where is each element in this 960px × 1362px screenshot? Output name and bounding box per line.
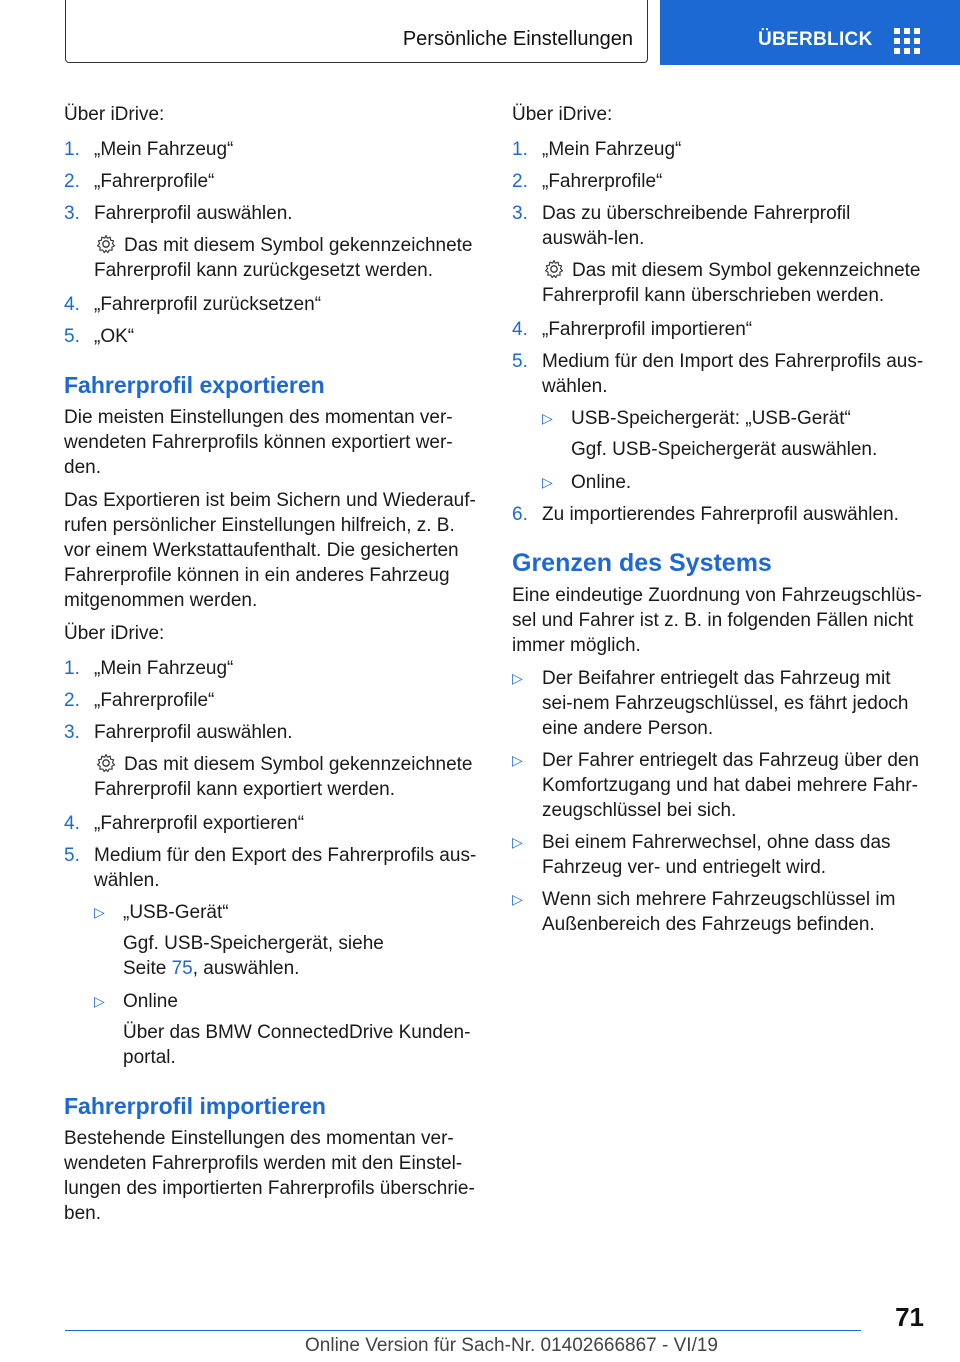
grid-icon: [894, 28, 920, 54]
step-text: „Fahrerprofile“: [542, 171, 663, 192]
list-item: [512, 137, 926, 162]
bullet-item: [512, 748, 926, 823]
step-number: 3.: [64, 203, 80, 224]
overview-tab[interactable]: [660, 0, 960, 65]
overview-label: ÜBERBLICK: [758, 29, 873, 50]
step-number: 2.: [512, 171, 528, 192]
steps-list: [512, 502, 926, 527]
note-text: Das mit diesem Symbol gekennzeichnete Fahrerprofil kann überschrieben werden.: [542, 260, 921, 306]
note-text: Das mit diesem Symbol gekennzeichnete Fahrerprofil kann exportiert werden.: [94, 754, 473, 800]
bullet-text: Wenn sich mehrere Fahrzeugschlüssel im Außenbereich des Fahrzeugs befinden.: [542, 889, 896, 935]
list-item: [64, 324, 478, 349]
bullet-item: [512, 887, 926, 937]
triangle-bullet-icon: ▷: [512, 752, 523, 768]
symbol-note: [512, 258, 926, 308]
footer-text: Online Version für Sach-Nr. 01402666867 - VI/19: [305, 1335, 718, 1356]
paragraph: Bestehende Einstellungen des momentan ver‐wendeten Fahrerprofils werden mit den Einstel‐lungen des importierten Fahrerprofils überschrie‐ben.: [64, 1128, 475, 1224]
step-text: Medium für den Import des Fahrerprofils aus‐wählen.: [542, 351, 924, 397]
step-text: „Fahrerprofile“: [94, 171, 215, 192]
list-item: [512, 169, 926, 194]
step-text: „OK“: [94, 326, 135, 347]
bullet-text: Bei einem Fahrerwechsel, ohne dass das Fahrzeug ver- und entriegelt wird.: [542, 832, 891, 878]
list-item: [64, 169, 478, 194]
step-text: „Mein Fahrzeug“: [94, 139, 234, 160]
paragraph: Die meisten Einstellungen des momentan ver‐wendeten Fahrerprofils können exportiert wer‐den.: [64, 407, 453, 478]
list-item: [64, 292, 478, 317]
list-item: [512, 317, 926, 342]
note-text: Das mit diesem Symbol gekennzeichnete Fahrerprofil kann zurückgesetzt werden.: [94, 235, 473, 281]
sub-item-usb: [512, 406, 926, 431]
steps-list: [64, 292, 478, 349]
step-text: „Mein Fahrzeug“: [542, 139, 682, 160]
sub-item-title: „USB-Gerät“: [123, 902, 229, 923]
sub-item-title: Online: [123, 991, 178, 1012]
step-text: Zu importierendes Fahrerprofil auswählen.: [542, 504, 899, 525]
list-item: [512, 349, 926, 399]
heading-export: Fahrerprofil exportieren: [64, 372, 325, 398]
paragraph: Das Exportieren ist beim Sichern und Wiederauf‐rufen persönlicher Einstellungen hilfreich, z. B. vor einem Werkstattaufenthalt. Die gesicherten Fahrerprofile können in ein anderes Fahrzeug mitgenommen werden.: [64, 490, 476, 611]
heading-import: Fahrerprofil importieren: [64, 1093, 326, 1119]
triangle-bullet-icon: ▷: [512, 834, 523, 850]
page-link[interactable]: 75: [171, 958, 193, 979]
symbol-note: [64, 233, 478, 283]
bullet-item: [512, 666, 926, 741]
step-text: Das zu überschreibende Fahrerprofil auswäh‐len.: [542, 203, 851, 249]
sub-item-text: Ggf. USB-Speichergerät auswählen.: [571, 439, 878, 460]
sub-item-text: [64, 931, 478, 981]
triangle-bullet-icon: ▷: [94, 993, 105, 1009]
bullet-text: Der Fahrer entriegelt das Fahrzeug über den Komfortzugang und hat dabei mehrere Fahr‐zeugschlüssel bei sich.: [542, 750, 920, 821]
list-item: [64, 137, 478, 162]
triangle-bullet-icon: ▷: [542, 410, 553, 426]
steps-list: [64, 137, 478, 226]
list-item: [64, 843, 478, 893]
step-number: 6.: [512, 504, 528, 525]
step-text: Medium für den Export des Fahrerprofils aus‐wählen.: [94, 845, 477, 891]
sub-item-title: Online.: [571, 472, 632, 493]
header-section-box: [65, 0, 648, 63]
triangle-bullet-icon: ▷: [94, 904, 105, 920]
symbol-note: [64, 752, 478, 802]
list-item: [64, 720, 478, 745]
sub-item-text: Über das BMW ConnectedDrive Kunden‐portal.: [123, 1022, 471, 1068]
step-number: 5.: [512, 351, 528, 372]
step-number: 5.: [64, 326, 80, 347]
triangle-bullet-icon: ▷: [542, 474, 553, 490]
gear-icon: [96, 234, 116, 254]
bullet-text: Der Beifahrer entriegelt das Fahrzeug mit sei‐nem Fahrzeugschlüssel, es fährt jedoch eine andere Person.: [542, 668, 909, 739]
list-item: [512, 201, 926, 251]
step-number: 4.: [64, 294, 80, 315]
step-number: 3.: [512, 203, 528, 224]
step-number: 1.: [512, 139, 528, 160]
left-column: [64, 102, 478, 1234]
intro-text: Über iDrive:: [512, 104, 613, 125]
step-text: „Fahrerprofile“: [94, 690, 215, 711]
section-title: Persönliche Einstellungen: [402, 28, 633, 50]
triangle-bullet-icon: ▷: [512, 670, 523, 686]
steps-list: [512, 137, 926, 251]
heading-limits: Grenzen des Systems: [512, 549, 772, 577]
step-number: 2.: [64, 690, 80, 711]
triangle-bullet-icon: ▷: [512, 891, 523, 907]
sub-text-a: Ggf. USB-Speichergerät, siehe: [123, 933, 384, 954]
step-number: 1.: [64, 658, 80, 679]
page-number: 71: [895, 1302, 924, 1332]
footer-divider: [65, 1330, 861, 1331]
step-text: Fahrerprofil auswählen.: [94, 203, 293, 224]
bullet-item: [512, 830, 926, 880]
steps-list: [64, 811, 478, 893]
sub-item-online: [512, 470, 926, 495]
step-text: „Fahrerprofil importieren“: [542, 319, 753, 340]
gear-icon: [544, 259, 564, 279]
step-number: 4.: [512, 319, 528, 340]
sub-text-b: Seite: [123, 958, 167, 979]
steps-list: [512, 317, 926, 399]
list-item: [64, 688, 478, 713]
steps-list: [64, 656, 478, 745]
step-text: „Fahrerprofil zurücksetzen“: [94, 294, 322, 315]
step-number: 5.: [64, 845, 80, 866]
step-number: 3.: [64, 722, 80, 743]
gear-icon: [96, 753, 116, 773]
step-text: Fahrerprofil auswählen.: [94, 722, 293, 743]
paragraph: Eine eindeutige Zuordnung von Fahrzeugschlüs‐sel und Fahrer ist z. B. in folgenden Fällen nicht immer möglich.: [512, 585, 922, 656]
intro-text: Über iDrive:: [64, 623, 165, 644]
sub-text-c: , auswählen.: [192, 958, 300, 979]
step-text: „Fahrerprofil exportieren“: [94, 813, 305, 834]
intro-text: Über iDrive:: [64, 104, 165, 125]
list-item: [64, 811, 478, 836]
list-item: [64, 201, 478, 226]
list-item: [512, 502, 926, 527]
step-text: „Mein Fahrzeug“: [94, 658, 234, 679]
sub-item-online: [64, 989, 478, 1014]
right-column: [512, 102, 926, 944]
step-number: 2.: [64, 171, 80, 192]
step-number: 4.: [64, 813, 80, 834]
step-number: 1.: [64, 139, 80, 160]
list-item: [64, 656, 478, 681]
sub-item-usb: [64, 900, 478, 925]
sub-item-title: USB-Speichergerät: „USB-Gerät“: [571, 408, 851, 429]
